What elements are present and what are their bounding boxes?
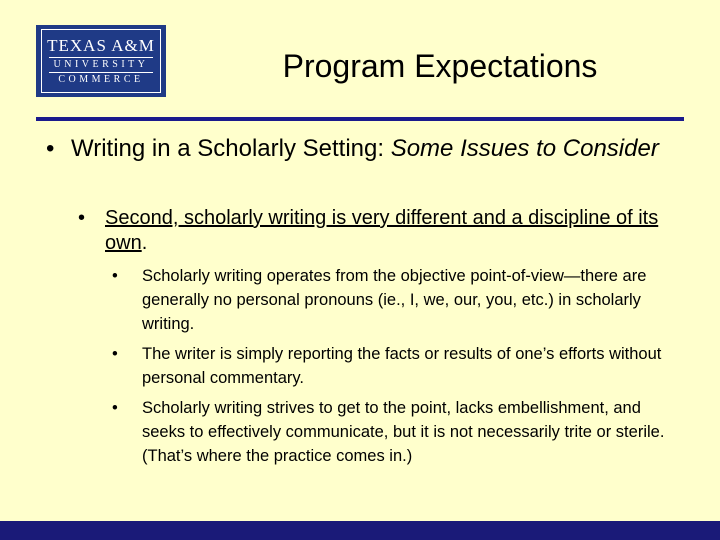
university-logo xyxy=(36,25,166,97)
bullet-level-2 xyxy=(78,206,678,256)
bullet-text-italic: Some Issues to Consider xyxy=(390,135,659,162)
title-divider xyxy=(36,117,684,121)
sub-bullet xyxy=(112,264,682,336)
sub-bullet xyxy=(112,396,682,468)
bullet-marker: • xyxy=(46,135,55,162)
bullet-text xyxy=(105,206,678,256)
bullet-text-underlined: Second, scholarly writing is very different and a discipline of its own xyxy=(105,207,659,254)
bullet-text xyxy=(71,133,686,165)
bullet-marker: • xyxy=(112,345,118,363)
logo-frame xyxy=(41,29,161,93)
bullet-marker: • xyxy=(112,267,118,285)
footer-bar xyxy=(0,521,720,540)
bullet-marker: • xyxy=(78,207,86,229)
slide-title: Program Expectations xyxy=(282,48,598,84)
sub-bullet-text: The writer is simply reporting the facts or results of one’s efforts without personal commentary. xyxy=(142,345,662,387)
bullet-marker: • xyxy=(112,399,118,417)
bullet-text-normal: Writing in a Scholarly Setting: xyxy=(71,135,391,162)
sub-bullet-text: Scholarly writing strives to get to the point, lacks embellishment, and seeks to effectively communicate, but it is not necessarily trite or sterile. (That’s where the practice comes in.) xyxy=(142,399,665,465)
logo-line-1: TEXAS A&M xyxy=(47,35,155,55)
sub-bullet xyxy=(112,342,682,390)
sub-bullet-text: Scholarly writing operates from the objective point-of-view—there are generally no personal pronouns (ie., I, we, our, you, etc.) in scholarly writing. xyxy=(142,267,647,333)
bullet-text-end: . xyxy=(141,232,148,254)
logo-line-3: COMMERCE xyxy=(49,72,153,87)
logo-line-2: UNIVERSITY xyxy=(49,57,153,72)
bullet-level-1 xyxy=(46,133,686,165)
